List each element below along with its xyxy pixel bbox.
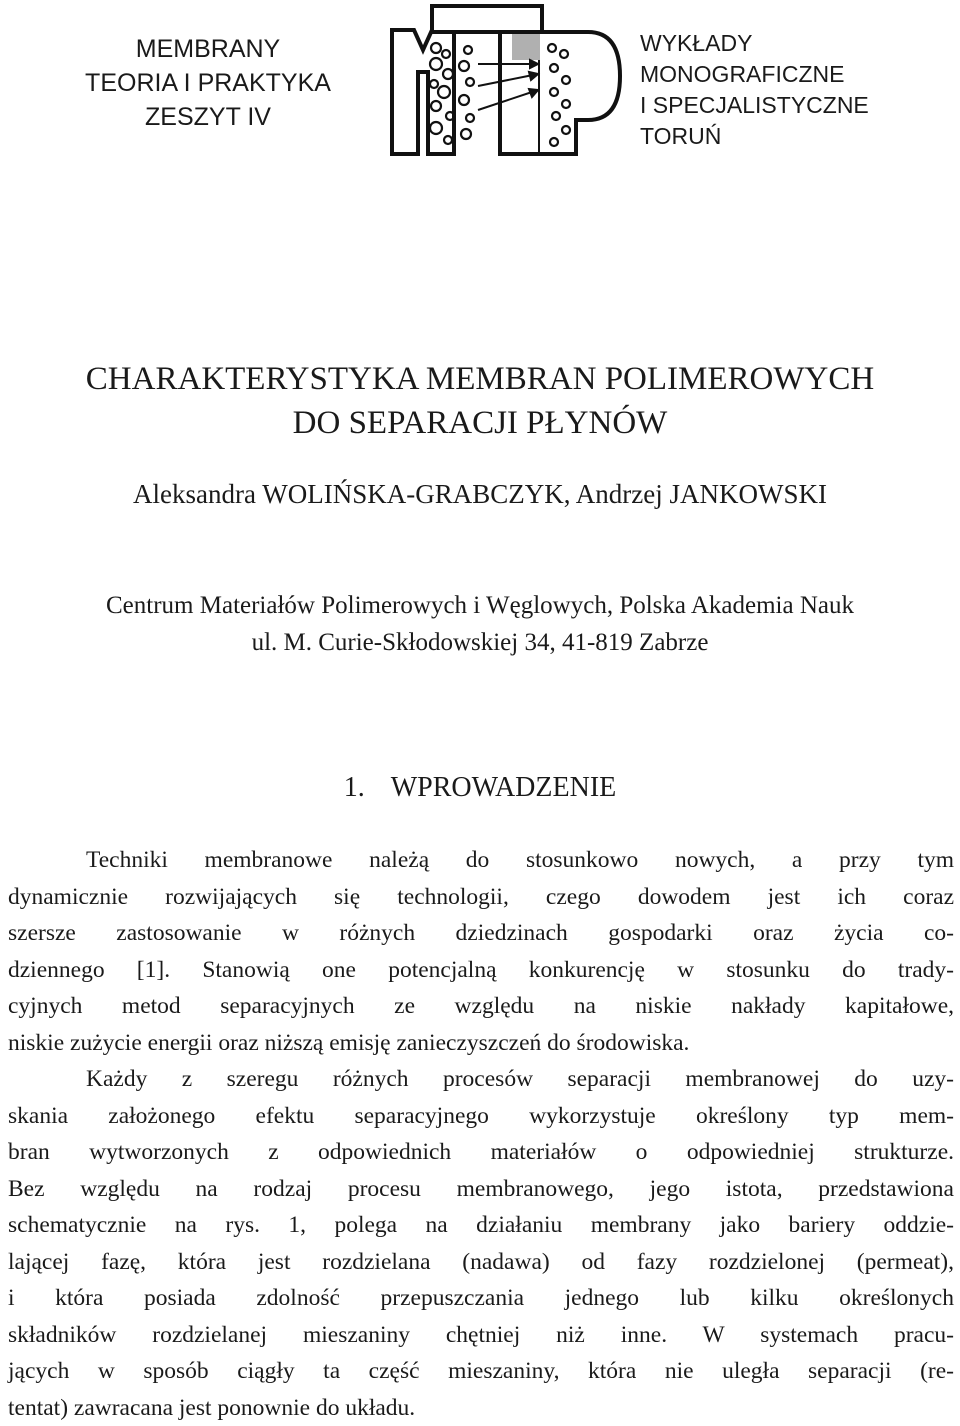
body-line: i która posiada zdolność przepuszczania jednego lub kilku określonych bbox=[8, 1280, 954, 1317]
header-right bbox=[640, 28, 940, 152]
section-title: WPROWADZENIE bbox=[391, 772, 617, 803]
body-text bbox=[8, 842, 954, 1426]
body-line: dynamicznie rozwijających się technologii, czego dowodem jest ich coraz bbox=[8, 879, 954, 916]
affiliation-institution: Centrum Materiałów Polimerowych i Węglowych, Polska Akademia Nauk bbox=[0, 587, 960, 624]
series-name-line: MEMBRANY bbox=[60, 32, 356, 66]
affiliation-address: ul. M. Curie-Skłodowskiej 34, 41-819 Zabrze bbox=[0, 624, 960, 661]
title-line-2: DO SEPARACJI PŁYNÓW bbox=[0, 401, 960, 445]
body-line: cyjnych metod separacyjnych ze względu na niskie nakłady kapitałowe, bbox=[8, 988, 954, 1025]
body-line: schematycznie na rys. 1, polega na działaniu membrany jako bariery oddzie- bbox=[8, 1207, 954, 1244]
body-line: niskie zużycie energii oraz niższą emisję zanieczyszczeń do środowiska. bbox=[8, 1025, 954, 1062]
header-left bbox=[60, 32, 356, 134]
monographic-line: MONOGRAFICZNE bbox=[640, 59, 940, 90]
body-line: tentat) zawracana jest ponownie do układu. bbox=[8, 1390, 954, 1426]
body-line: szersze zastosowanie w różnych dziedzinach gospodarki oraz życia co- bbox=[8, 915, 954, 952]
section-number: 1. bbox=[344, 772, 365, 803]
series-subtitle-line: TEORIA I PRAKTYKA bbox=[60, 66, 356, 100]
specialist-line: I SPECJALISTYCZNE bbox=[640, 90, 940, 121]
title-line-1: CHARAKTERYSTYKA MEMBRAN POLIMEROWYCH bbox=[0, 357, 960, 401]
body-line: składników rozdzielanej mieszaniny chętniej niż inne. W systemach pracu- bbox=[8, 1317, 954, 1354]
body-line: Bez względu na rodzaj procesu membranowego, jego istota, przedstawiona bbox=[8, 1171, 954, 1208]
membrane-logo bbox=[388, 4, 624, 156]
body-line: lającej fazę, która jest rozdzielana (nadawa) od fazy rozdzielonej (permeat), bbox=[8, 1244, 954, 1281]
city-line: TORUŃ bbox=[640, 121, 940, 152]
body-line: Każdy z szeregu różnych procesów separacji membranowej do uzy- bbox=[8, 1061, 954, 1098]
lectures-line: WYKŁADY bbox=[640, 28, 940, 59]
body-line: skania założonego efektu separacyjnego wykorzystuje określony typ mem- bbox=[8, 1098, 954, 1135]
affiliation bbox=[0, 587, 960, 661]
issue-line: ZESZYT IV bbox=[60, 100, 356, 134]
body-line: Techniki membranowe należą do stosunkowo nowych, a przy tym bbox=[8, 842, 954, 879]
body-line: jących w sposób ciągły ta część mieszaniny, która nie uległa separacji (re- bbox=[8, 1353, 954, 1390]
body-line: bran wytworzonych z odpowiednich materiałów o odpowiedniej strukturze. bbox=[8, 1134, 954, 1171]
body-line: dziennego [1]. Stanowią one potencjalną konkurencję w stosunku do trady- bbox=[8, 952, 954, 989]
paper-title bbox=[0, 357, 960, 445]
section-heading bbox=[0, 770, 960, 806]
authors: Aleksandra WOLIŃSKA-GRABCZYK, Andrzej JANKOWSKI bbox=[0, 476, 960, 512]
